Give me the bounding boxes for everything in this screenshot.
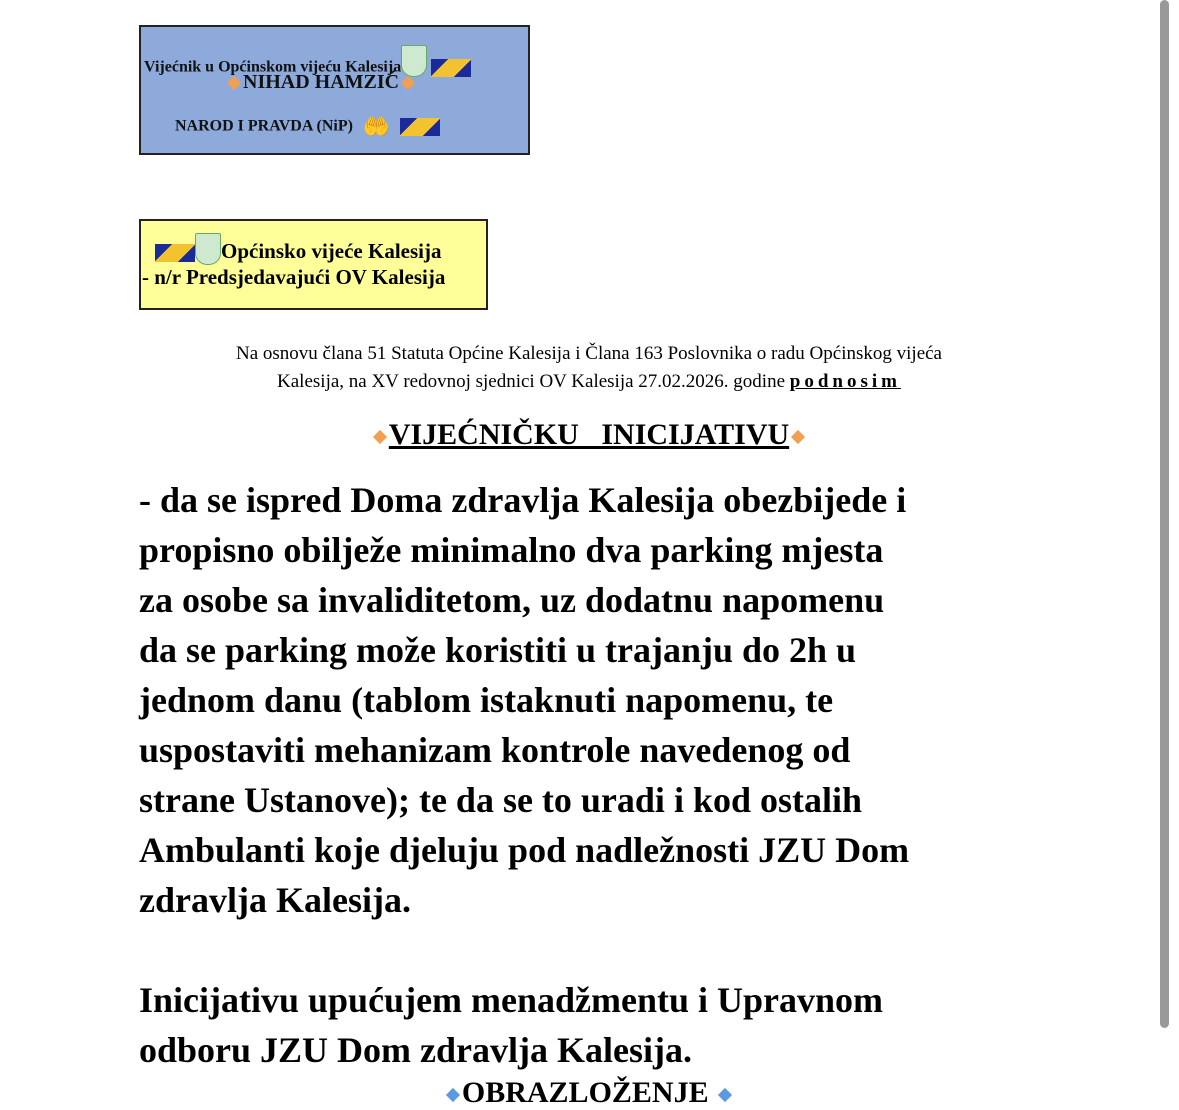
councillor-title: Vijećnik u Općinskom vijeću Kalesija <box>144 58 402 76</box>
explanation-heading-text: OBRAZLOŽENJE <box>461 1076 709 1109</box>
intro-line-2 <box>139 368 1039 396</box>
document-title <box>139 418 1039 452</box>
intro-paragraph <box>139 340 1039 396</box>
intro-text: Kalesija, na XV redovnoj sjednici OV Kalesija 27.02.2026. godine <box>277 371 790 392</box>
body-line <box>139 925 1059 975</box>
title-text: VIJEĆNIČKU INICIJATIVU <box>388 418 790 451</box>
body-line: propisno obilježe minimalno dva parking mjesta <box>139 530 884 570</box>
diamond-icon <box>446 1088 460 1102</box>
body-line: Ambulanti koje djeluju pod nadležnosti JZU Dom <box>139 830 910 870</box>
kalesija-crest-icon <box>195 233 221 265</box>
councillor-header-box <box>139 25 530 155</box>
body-line: odboru JZU Dom zdravlja Kalesija. <box>139 1030 692 1070</box>
initiative-body <box>139 475 1059 1075</box>
bih-flag-icon <box>155 244 195 262</box>
body-line: strane Ustanove); te da se to uradi i kod ostalih <box>139 780 863 820</box>
party-logo-icon: 🤲 <box>362 114 391 139</box>
party-name: NAROD I PRAVDA (NiP) <box>175 117 353 135</box>
intro-emphasis: podnosim <box>789 371 901 392</box>
body-line: za osobe sa invaliditetom, uz dodatnu napomenu <box>139 580 885 620</box>
party-line <box>175 114 440 140</box>
body-line: jednom danu (tablom istaknuti napomenu, te <box>139 680 834 720</box>
recipient-name: Općinsko vijeće Kalesija <box>221 239 442 263</box>
intro-line-1: Na osnovu člana 51 Statuta Općine Kalesija i Člana 163 Poslovnika o radu Općinskog vijeća <box>235 343 942 364</box>
recipient-box <box>139 219 488 310</box>
bih-flag-icon <box>431 59 471 77</box>
body-line: uspostaviti mehanizam kontrole navedenog od <box>139 730 851 770</box>
body-line: zdravlja Kalesija. <box>139 880 411 920</box>
body-line: da se parking može koristiti u trajanju do 2h u <box>139 630 857 670</box>
diamond-icon <box>401 76 415 90</box>
councillor-name: NIHAD HAMZIĆ <box>243 71 400 93</box>
explanation-heading <box>139 1076 1039 1110</box>
councillor-name-line <box>225 71 417 94</box>
diamond-icon <box>718 1088 732 1102</box>
vertical-scrollbar[interactable] <box>1160 0 1169 1028</box>
diamond-icon <box>791 430 805 444</box>
recipient-line-1 <box>155 233 441 265</box>
body-line: - da se ispred Doma zdravlja Kalesija obezbijede i <box>139 480 907 520</box>
diamond-icon <box>227 76 241 90</box>
body-line: Inicijativu upućujem menadžmentu i Upravnom <box>139 980 884 1020</box>
diamond-icon <box>373 430 387 444</box>
recipient-attention: - n/r Predsjedavajući OV Kalesija <box>142 265 446 289</box>
bih-flag-icon <box>400 118 440 136</box>
